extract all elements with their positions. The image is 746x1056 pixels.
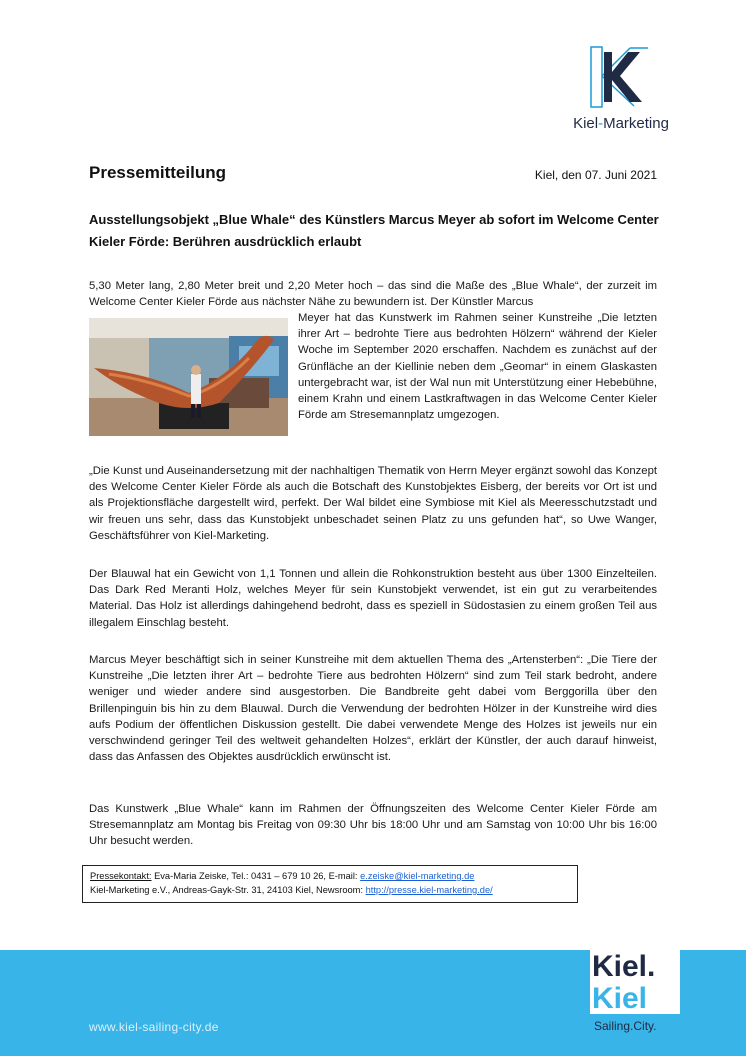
contact-address: Kiel-Marketing e.V., Andreas-Gayk-Str. 31, 24103 Kiel, Newsroom: [90,885,366,895]
press-headline: Ausstellungsobjekt „Blue Whale“ des Künstlers Marcus Meyer ab sofort im Welcome Center Kieler Förde: Berühren ausdrücklich erlaubt [89,212,659,249]
contact-person: Eva-Maria Zeiske, Tel.: 0431 – 679 10 26, E-mail: [151,871,361,881]
paragraph-2-quote: „Die Kunst und Auseinandersetzung mit der nachhaltigen Thematik von Herrn Meyer ergänzt sowohl das Konzept des Welcome Center Kieler Förde als auch die Botschaft des Kunstobjektes Eisberg, der bereits vor Ort ist und als Projektionsfläche dargestellt wird, perfekt. Der Wal bildet eine Symbiose mit Kiel als Meeresschutzstadt und wir freuen uns sehr, dass das Kunstobjekt unbeschadet seinen Platz zu uns gefunden hat“, so Uwe Wanger, Geschäftsführer von Kiel-Marketing. [89,465,657,542]
kiel-logo-line-1: Kiel. [592,950,656,983]
contact-line-1 [90,869,570,883]
newsroom-link[interactable]: http://presse.kiel-marketing.de/ [365,885,493,895]
kiel-marketing-logo-icon [590,46,650,108]
paragraph-3: Der Blauwal hat ein Gewicht von 1,1 Tonnen und allein die Rohkonstruktion besteht aus über 1300 Einzelteilen. Das Dark Red Meranti Holz, welches Meyer für sein Kunstobjekt verwendet, ist ein gut zu verarbeitendes Material. Das Holz ist allerdings dahingehend bedroht, dass es speziell in Südostasien zu einem großen Teil aus illegalem Einschlag besteht. [89,568,657,629]
blue-whale-photo [89,318,288,436]
kiel-sailing-city-logo-icon [590,944,680,1014]
paragraph-4: Marcus Meyer beschäftigt sich in seiner Kunstreihe mit dem aktuellen Thema des „Artensterben“: „Die Tiere der Kunstreihe „Die letzten ihrer Art – bedrohte Tiere aus bedrohten Hölzern“ sind zum Teil stark bedroht, andere weniger und wieder andere sind ausgestorben. Die Bandbreite geht dabei vom Berggorilla über den Brillenpinguin bis hin zu dem Blauwal. Durch die Verwendung der bedrohten Hölzer in der Kunstreihe wird dies aufs Podium der öffentlichen Diskussion gestellt. Die dabei verwendete Menge des Holzes ist jeweils nur ein verschwindend geringer Teil des weltweit gehandelten Holzes“, erklärt der Künstler, der auch darauf hinweist, dass das Anfassen des Objektes ausdrücklich erwünscht ist. [89,654,657,764]
footer-tagline: Sailing.City. [594,1019,657,1033]
contact-line-2 [90,883,570,897]
page-title: Pressemitteilung [89,163,226,182]
press-contact-box [82,865,578,903]
contact-label: Pressekontakt: [90,871,152,881]
logo-wordmark: Kiel-Marketing [573,115,669,132]
dateline: Kiel, den 07. Juni 2021 [534,168,657,182]
kiel-logo-line-2: Kiel [592,982,648,1014]
footer-website-link[interactable]: www.kiel-sailing-city.de [89,1020,219,1034]
paragraph-1-wrap: Meyer hat das Kunstwerk im Rahmen seiner Kunstreihe „Die letzten ihrer Art – bedrohte Tiere aus bedrohten Hölzern“ während der Kieler Woche im September 2020 erschaffen. Nachdem es zunächst auf der Grünfläche an der Kiellinie neben dem „Geomar“ in einem Glaskasten untergebracht war, ist der Wal nun mit Unterstützung einer Hebebühne, einem Krahn und einem Lastkraftwagen in das Welcome Center Kieler Förde am Stresemannplatz umgezogen. [298,312,657,422]
paragraph-5: Das Kunstwerk „Blue Whale“ kann im Rahmen der Öffnungszeiten des Welcome Center Kieler Förde am Stresemannplatz am Montag bis Freitag von 09:30 Uhr bis 18:00 Uhr und am Samstag von 10:00 Uhr bis 16:00 Uhr besucht werden. [89,803,657,848]
paragraph-1-top: 5,30 Meter lang, 2,80 Meter breit und 2,20 Meter hoch – das sind die Maße des „Blue Whale“, der zurzeit im Welcome Center Kieler Förde aus nächster Nähe zu bewundern ist. Der Künstler Marcus [89,280,657,309]
contact-email-link[interactable]: e.zeiske@kiel-marketing.de [360,871,475,881]
